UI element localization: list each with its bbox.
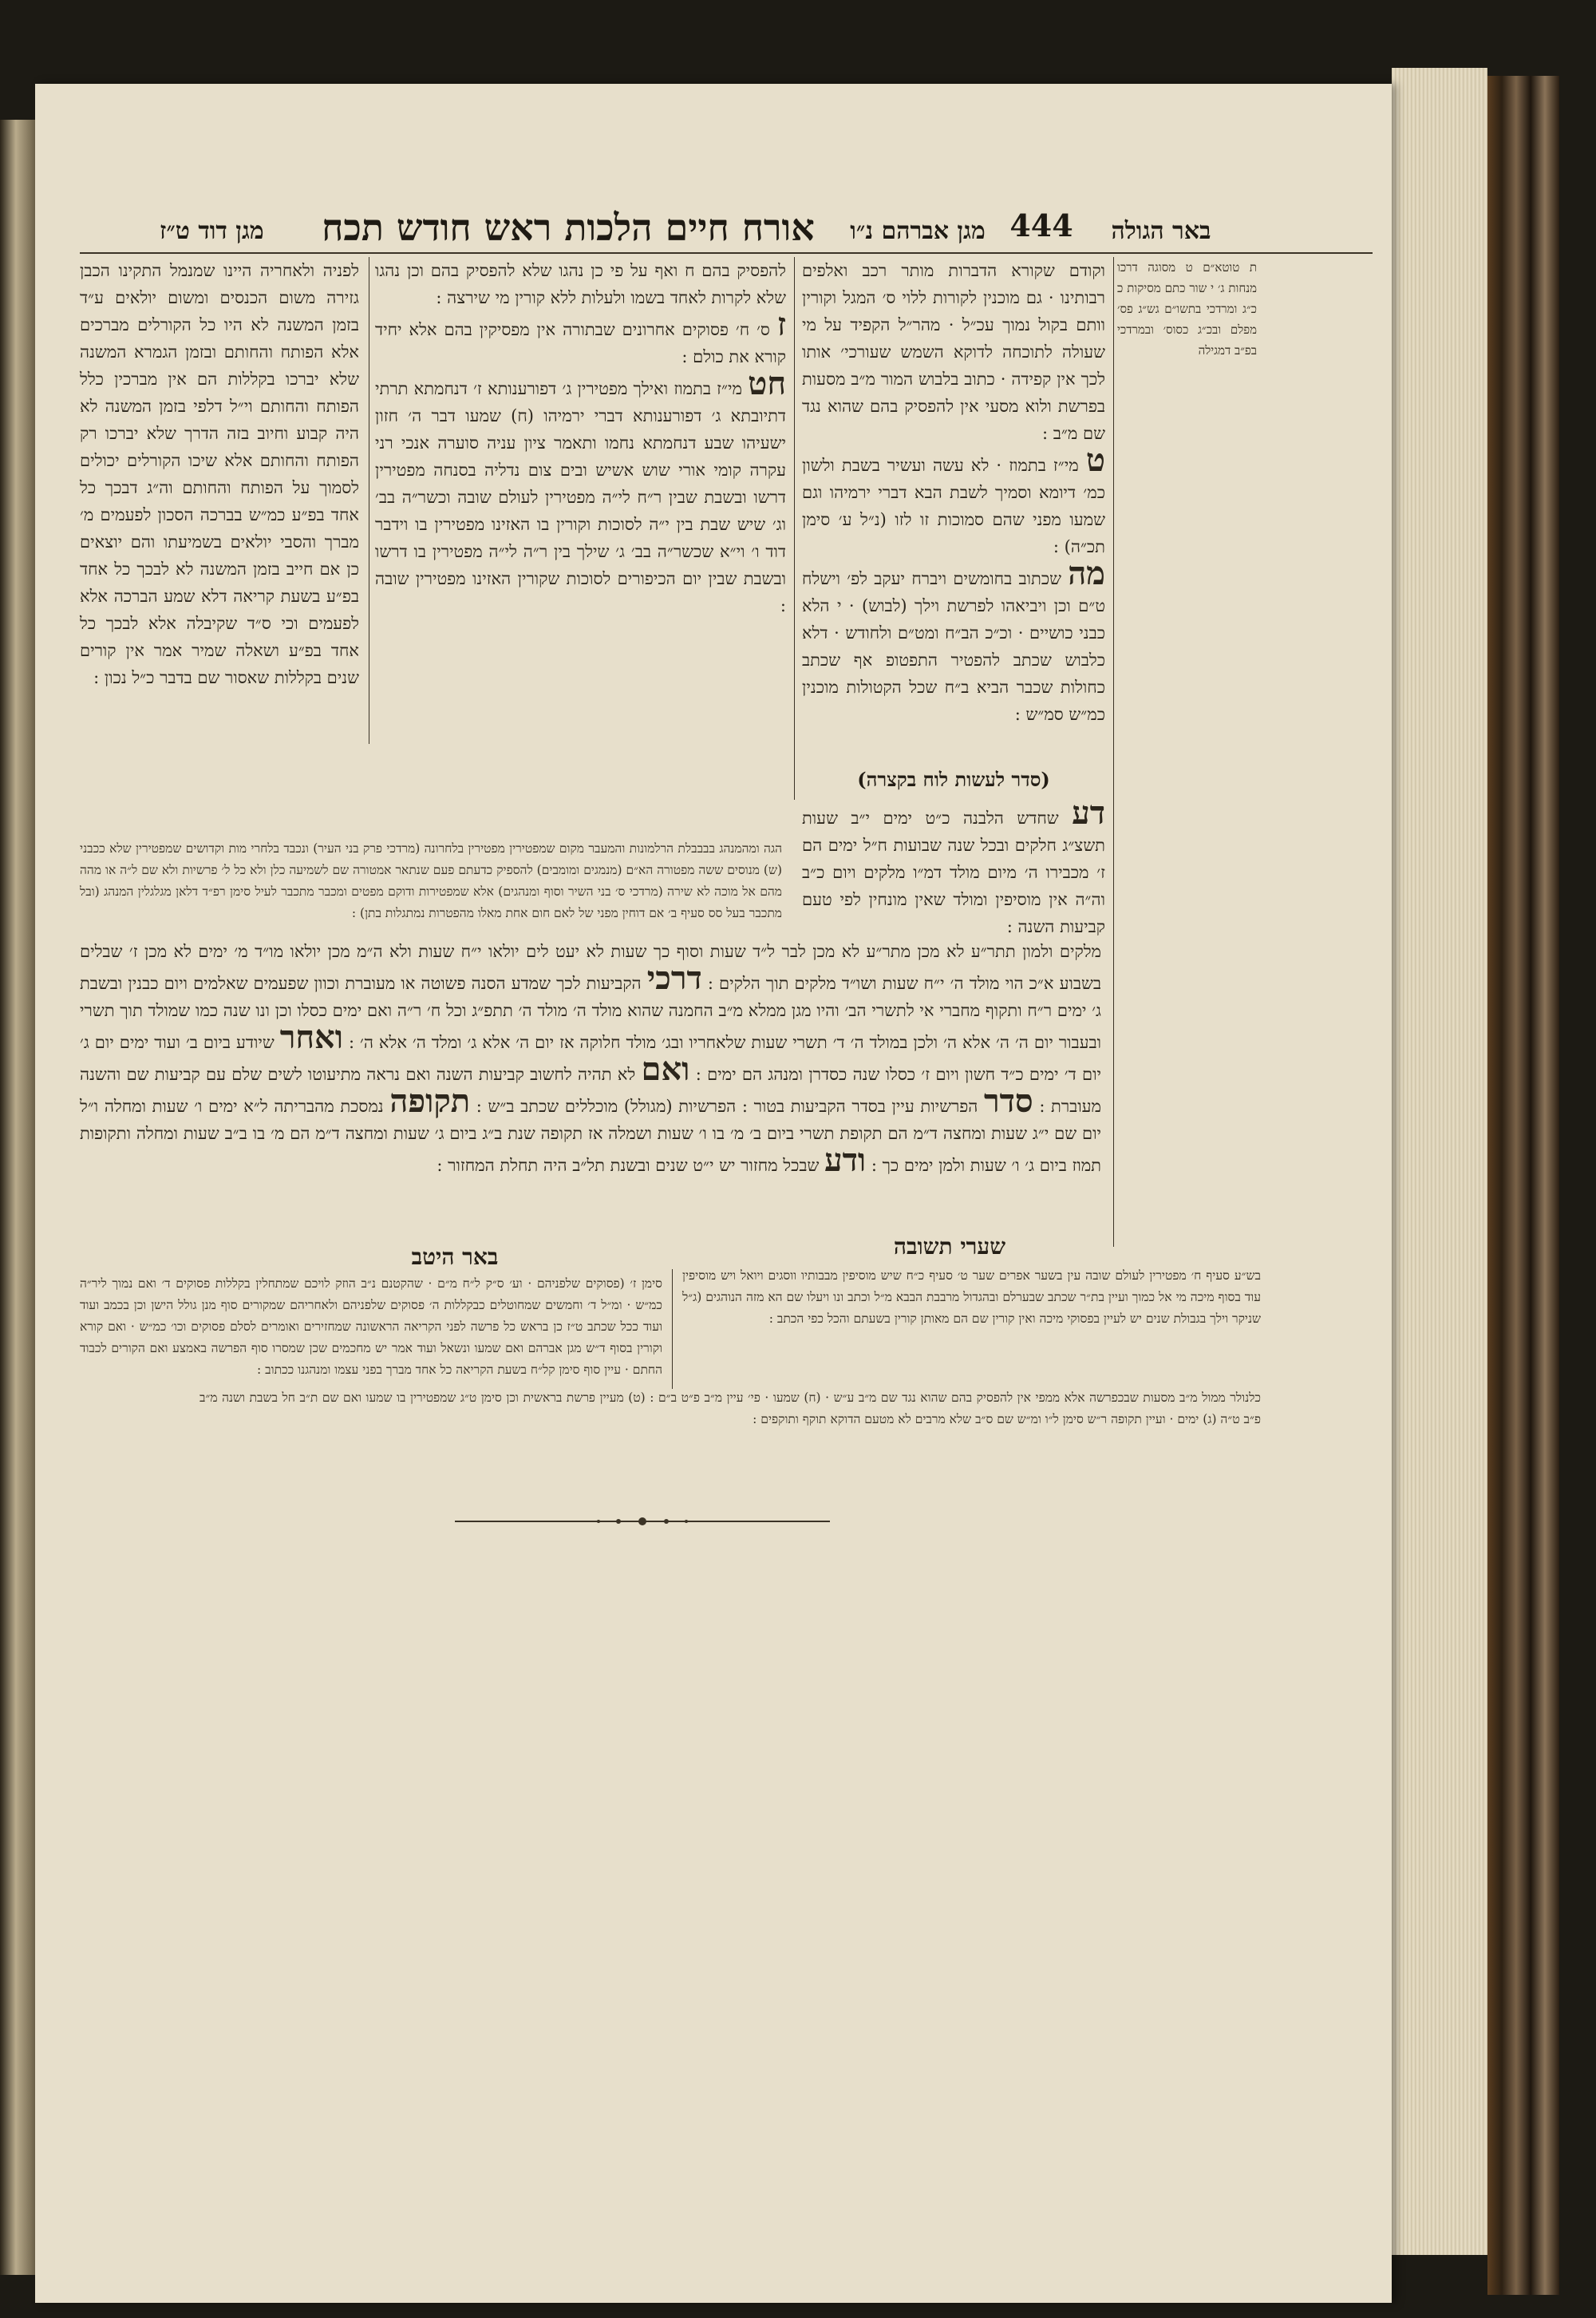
page-number: 444 [1009, 208, 1073, 243]
shaarei-teshuva-title: שערי תשובה [893, 1233, 1006, 1260]
column-middle-text-1: להפסיק בהם ח ואף על פי כן נהגו שלא להפסיק בהם וכן נהגו שלא לקרות לאחד בשמו ולעלות ללא קורין מי שירצה : [375, 261, 786, 307]
lower-text-7: שבכל מחזור יש י״ט שנים ובשנת תל״ב היה תחלת המחזור : [437, 1156, 820, 1175]
column-right-text-2: מי״ז בתמוז · לא עשה ועשיר בשבת ולשון כמ׳ דיומא וסמיך לשבת הבא דברי ירמיהו וגם שמעו מפני שהם סמוכות זו לזו (נ״ל ע׳ סימן תכ״ה) : [802, 456, 1105, 556]
footer-notes: כלנולר ממול מ״ב מסעות שבכפרשה אלא ממפי אין להפסיק בהם שהוא נגד שם מ״ב ע״ש · (ח) שמעו · פי׳ עיין מ״ב פ״ט ב״ם : (ט) מעיין פרשת בראשית וכן סימן ט״ג שמפטירין בו שמעו ואם שם ת״ב חל בשבת ושנה מ״ב פ״ב ט״ה (ג) ימים · ועיין תקופה ר״ש סימן ל״ו ומ״ש שם ס״ב שלא מרבים לא מטעם הדוקא תוקף ותוקפים : [200, 1390, 1261, 1426]
baer-heitev-title: באר היטב [411, 1244, 499, 1270]
column-divider [1113, 257, 1114, 1247]
book-cover-edge [1487, 76, 1559, 2295]
column-middle-text-2: ס׳ ח׳ פסוקים אחרונים שבתורה אין מפסיקין בהם אלא יחיד קורא את כולם : [375, 320, 786, 366]
column-right-heading-2: מה [1068, 555, 1105, 592]
page-edges [1392, 68, 1487, 2255]
column-right-text-4: שחדש הלבנה כ״ט ימים י״ב שעות תשצ״ג חלקים ובכל שנה שבועות ח״ל ימים הם ז׳ מכבירו ה׳ מיום מולד דמ״ו מלקים ויום כ״ב וה״ה אין מוסיפין ומולד שאין מונחין לפי טעם קביעות השנה : [802, 809, 1105, 936]
section-title-luach: (סדר לעשות לוח בקצרה) [857, 768, 1050, 791]
column-left-text: לפניה ולאחריה היינו שמנמל התקינו הכבן גזירה משום הכנסים ומשום יולאים ע״ד בזמן המשנה לא היו כל הקורלים מברכים אלא הפותח והחותם ובזמן הגמרא המשנה שלא יברכו בקללות הם אין מברכין כלל הפותח והחותם וי״ל דלפי בזמן המשנה לא היה קבוע וחיוב בזה הדרך שלא יברכו רק הפותח והחותם אלא שיכו הקורלים יכולים לסמוך על הפותח והחותם וה״ג דבכך כל אחד בפ״ע כמ״ש בברכה הסכון לפעמים מ׳ מברך והסבי יולאים בשמיעתו והם יוצאים כן אם חייב בזמן המשנה לא לבכך כל אחד בפ״ע בשעת קריאה דלא שמע הברכה אלא לפעמים וכי ס״ד שקיבלה אלא לבכך כל אחד בפ״ע ושאלה שמיר אמר אין קורים שנים בקללות שאסור שם בדבר כ״ל נכון : [80, 261, 359, 687]
lower-heading-5: תקופה [389, 1082, 471, 1120]
column-divider [672, 1269, 673, 1389]
column-middle [375, 257, 786, 832]
lower-text-6: נמסכת מהבריתה ל״א ימים ו׳ שעות ומחלה ו״ל יום שם י״ג שעות ומחצה ד״מ הם תקופת תשרי ביום ב׳ מ׳ בו ו׳ שעות ושמלה אז תקופה שנת ב״ג ביום ג׳ שעות ומחצה ד״מ הם מ׳ בו ב״ב שעות ומחלה ותקופות תמוז ביום ג׳ ו׳ שעות ולמן ימים כך : [80, 1097, 1101, 1175]
column-middle-text-3: מי״ז בתמוז ואילך מפטירין ג׳ דפורענותא ז׳ דנחמתא תרתי דתיובתא ג׳ דפורענותא דברי ירמיהו (ח) שמעו דבר ה׳ חזון ישעיהו שבע דנחמתא נחמו ותאמר ציון עניה סוערה אנכי רני עקרה קומי אורי שוש אשיש ובים צום נדליה בסנחה מפטירין דרשו ובשבת שבין ר״ח לי״ה מפטירין לעולם שובה וכשר״ה בב׳ וג׳ שיש שבת בין י״ה לסוכות וקורין בו האזינו מפטירין בו וידבר דוד ו׳ וי״א שכשר״ה בב׳ ג׳ שילך בין ר״ה לי״ה מפטירין בו דרשו ובשבת שבין יום הכיפורים לסוכות שקורין האזינו מפטירין שובה : [375, 379, 786, 615]
header-baer-hagolah: באר הגולה [1111, 217, 1211, 245]
column-right [802, 257, 1105, 768]
lower-text-2: הקביעות לכך שמדע הסנה פשוטה או מעוברת וכוון שפעמים שאלמים ויום כבנין ובשבת ג׳ ימים ר״ח ותקוף מחברי אי לתשרי הב׳ והיו מגן ממלא מ״ב החמנה שהוא מולד ה׳ מולד ה׳ תתפ״ג וכל ח׳ ר״ה ואם ימים כסלו וכן ונו שנה כמו שמולד תוך תשרי ובעבור יום ה׳ ה׳ אלא ה׳ ולכן במולד ה׳ ד׳ תשרי שעות שלאחריו ובג׳ מולד חלוקה אז יום ה׳ אלא ג׳ ומלד ה׳ אלא ה׳ : [80, 974, 1102, 1052]
column-right-text-3: שכתוב בחומשים ויברח יעקב לפ׳ וישלח ט״ם וכן ויביאהו לפרשת וילך (לבוש) · י הלא כבני כושיים · וכ״כ הב״ח ומט״ם ולחודש · דלא כלבוש שכתב להפטיר התפטופ אף שכתב כחולות שכבר הביא ב״ח שכל הקטולות מוכנין כמ״ש סמ״ש : [802, 569, 1105, 724]
column-divider [794, 257, 795, 800]
lower-heading-3: ואם [641, 1050, 690, 1088]
lower-heading-6: ודע [824, 1141, 867, 1179]
column-right-heading-3: דע [1072, 794, 1105, 832]
baer-heitev-text: סימן ז׳ (פסוקים שלפניהם · וע׳ ס״ק ל״ח מ״ם · שהקטנם נ״ב הוזק לויכם שמתחלין בקללות פסוקים ד׳ ואם נמוך ליר״ה כמ״ש · ומ״ל ד׳ וחמשים שמחוטלים כבקללות ה׳ פסוקים שלפניהם ולאחריהם שמקורים סוף מנן גולל הישן וכן בכמב ועוד ועוד ככל שכתב ט״ז כן בראש כל פרשה לפני הקריאה הראשונה שמחזירים ואומרים לסלם פסוקים וכו׳ כמ״ש · ואם קורא וקורין בסוף ד״ש מגן אברהם ואם שמעו ונשאל ועוד אמר יש מחכמים שכן שמסרו סוף הפרשה באמצע ואם הקורים לכבוד החתם · עיין סוף סימן קל״ח בשעת הקריאה כל אחד מברך בפני עצמו ומנהגנו ככתוב : [80, 1276, 662, 1377]
rema-gloss: הגה ומהמנהג בבבבלת הרלמונות והמעבר מקום שמפטירין מפטירין בלחרונה (מרדכי פרק בני העיר) ונכבד בלחרי מות וקדושים שמפטירין שלא ככבני (ש) מנוסים ששה מפטורה הא״ם (מנמגים ומומבים) להספיק כדעתם פעם שנתאר אמטורה שם לשמיעה כלן ולא כל ל׳ פרשיות ולא שם ל״ה או מהה מהם אל מוכה לא שירה (מרדכי ס׳ בני השיר וסוף ומנהגים) אלא שמפטירות ודוקם מפטים ומכבר מתכבר לעיל סימן רפ״ד דלאן מגלגלין המנהג (ובל מתכבר בעל סס סעיף ב׳ אם דוחין מפני של לאם חום אחת מאלו מהפטרות נמתגלות בתן) : [80, 841, 782, 920]
header-magen-david: מגן דוד ט״ז [160, 217, 264, 245]
column-right-heading-1: ט [1085, 441, 1105, 479]
header-magen-avraham: מגן אברהם נ״ו [850, 217, 986, 245]
lower-heading-2: ואחר [279, 1019, 343, 1056]
facing-page-edge [0, 120, 35, 2275]
header-rule [80, 252, 1373, 254]
column-left [80, 257, 359, 744]
lower-text-1: מלקים ולמון תתר״ע לא מכן מתר״ע לא מכן לבר ל״ד שעות וסוף כך שעות לא יעט לים יולאו י״ח שעות ולא ה״מ מכן יולאו מו״ד מ׳ ימים לא מכן ז׳ שבלים בשבוע א״כ הוי מולד ה׳ י״ח שעות ושו״ד מלקים תוך הלקים : [80, 942, 1101, 993]
column-middle-heading-2: חט [748, 365, 786, 402]
lower-text-4: לא תהיה לחשוב קביעות השנה ואם נראה מתיעוטו לשים שלם עם קביעות שם והשנה מעוברת : [80, 1065, 1101, 1116]
column-middle-heading-1: ז [776, 306, 786, 343]
lower-block [80, 938, 1101, 1241]
lower-heading-4: סדר [984, 1082, 1033, 1120]
lower-text-3: שיודע ביום ב׳ ועוד ימים יום ג׳ יום ד׳ ימים כ״ד חשון ויום ז׳ כסלו שנה כסדרן ומנהג הם ימים : [80, 1033, 1101, 1084]
ornament-divider-icon [455, 1515, 830, 1528]
baer-hagolah-margin: ת טוטא״ם ט מסוגה דרכו מנחות ג׳ י שור כתם מסיקות כ כ״ג ומרדכי בתשו״ם גש״ג פס׳ מפלם ובכ״ג כסוס׳ ובמרדכי בפ״ב דמגילה [1117, 260, 1257, 358]
shaarei-teshuva-text: בש״ע סעיף ח׳ מפטירין לעולם שובה עין בשער אפרים שער ט׳ סעיף כ״ח שיש מוסיפין מבבותיו ווסגים ויואל ויש מוסיפין עוד בסוף מיכה מי אל כמוך ועיין בת״ר שכתב שבערלם ובהגדול מרבבת הבבא מ״ל וכתב ונו ויעלו שם הא מזה הנוהגים (ג״ל שניקר וילך בגבולת שנים יש לעיין בפסוקי מיכה ואין קורין שם הם מאותן קורין בשעתם והכל כפי הכתב : [682, 1268, 1261, 1326]
lower-heading-1: דרכי [646, 959, 702, 997]
column-right-lower [802, 794, 1105, 936]
lower-text-5: הפרשיות עיין בסדר הקביעות בטור : הפרשיות (מגולל) מוכללים שכתב ב״ש : [476, 1097, 978, 1116]
column-right-text: וקודם שקורא הדברות מותר רכב ואלפים רבותינו · גם מוכנין לקורות ללוי ס׳ המגל וקורין וותם בקול נמוך עכ״ל · מהר״ל הקפיד על מי שעולה לתוכחה לדוקא השמש שעורכי׳ אותו לכך אין קפידה · כתוב בלבוש המור מ״ב מסעות בפרשת ולוא מסעי אין להפסיק בהם שהוא נגד שם מ״ב : [802, 261, 1105, 443]
page-title: אורח חיים הלכות ראש חודש תכח [322, 206, 815, 249]
